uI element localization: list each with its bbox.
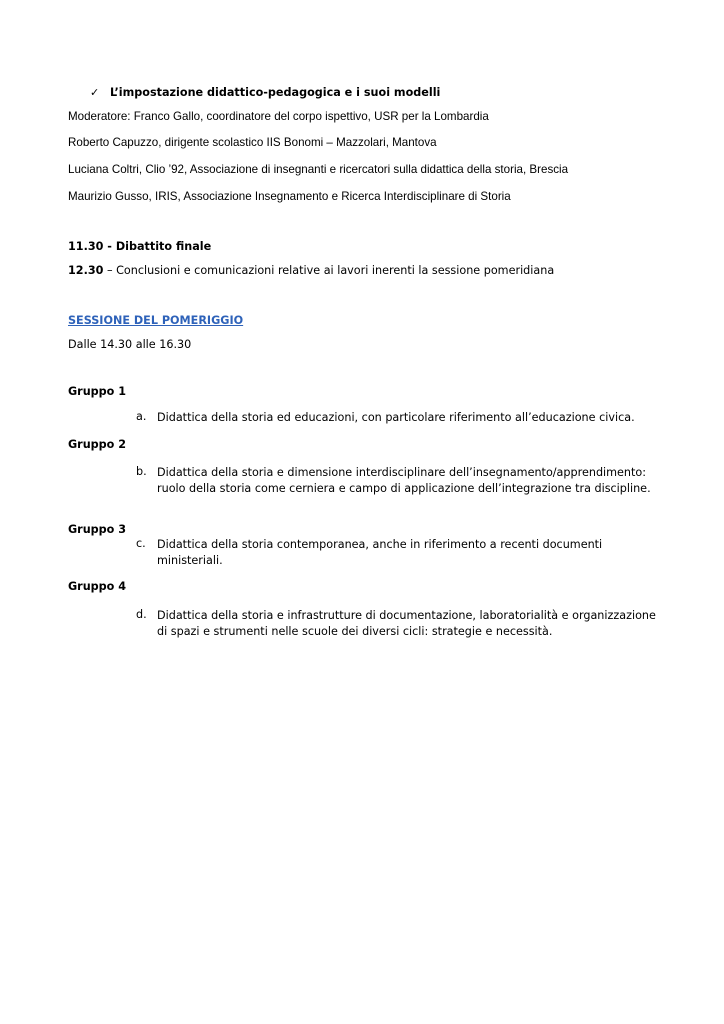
group-3-line-2: ministeriali. xyxy=(157,554,223,567)
group-2-line-1: Didattica della storia e dimensione interdisciplinare dell’insegnamento/apprendimento: xyxy=(157,466,647,479)
participant-moderator: Moderatore: Franco Gallo, coordinatore del corpo ispettivo, USR per la Lombardia xyxy=(68,110,489,123)
schedule-conclusioni-text: – Conclusioni e comunicazioni relative ai lavori inerenti la sessione pomeridiana xyxy=(103,264,555,277)
topic-title: L’impostazione didattico-pedagogica e i suoi modelli xyxy=(110,86,441,99)
group-3-title: Gruppo 3 xyxy=(68,523,127,536)
participant-capuzzo: Roberto Capuzzo, dirigente scolastico IIS Bonomi – Mazzolari, Mantova xyxy=(68,136,437,149)
participant-gusso: Maurizio Gusso, IRIS, Associazione Insegnamento e Ricerca Interdisciplinare di Storia xyxy=(68,190,511,203)
group-1-line-1: Didattica della storia ed educazioni, con particolare riferimento all’educazione civica. xyxy=(157,411,635,424)
group-4-marker: d. xyxy=(136,608,147,621)
participant-coltri: Luciana Coltri, Clio ’92, Associazione di insegnanti e ricercatori sulla didattica della storia, Brescia xyxy=(68,163,569,176)
schedule-conclusioni-time: 12.30 xyxy=(68,264,104,277)
group-1-marker: a. xyxy=(136,410,147,423)
afternoon-hours: Dalle 14.30 alle 16.30 xyxy=(68,338,192,351)
schedule-dibattito: 11.30 - Dibattito finale xyxy=(68,240,212,253)
group-2-marker: b. xyxy=(136,465,147,478)
group-4-line-2: di spazi e strumenti nelle scuole dei diversi cicli: strategie e necessità. xyxy=(157,625,553,638)
schedule-conclusioni xyxy=(68,264,554,278)
checkmark-icon: ✓ xyxy=(90,86,100,99)
afternoon-session-heading: SESSIONE DEL POMERIGGIO xyxy=(68,314,244,327)
group-2-line-2: ruolo della storia come cerniera e campo di applicazione dell’integrazione tra discipline. xyxy=(157,482,651,495)
group-4-line-1: Didattica della storia e infrastrutture di documentazione, laboratorialità e organizzazione xyxy=(157,609,656,622)
group-1-title: Gruppo 1 xyxy=(68,385,127,398)
group-2-title: Gruppo 2 xyxy=(68,438,127,451)
group-4-title: Gruppo 4 xyxy=(68,580,127,593)
group-3-marker: c. xyxy=(136,537,146,550)
group-3-line-1: Didattica della storia contemporanea, anche in riferimento a recenti documenti xyxy=(157,538,603,551)
